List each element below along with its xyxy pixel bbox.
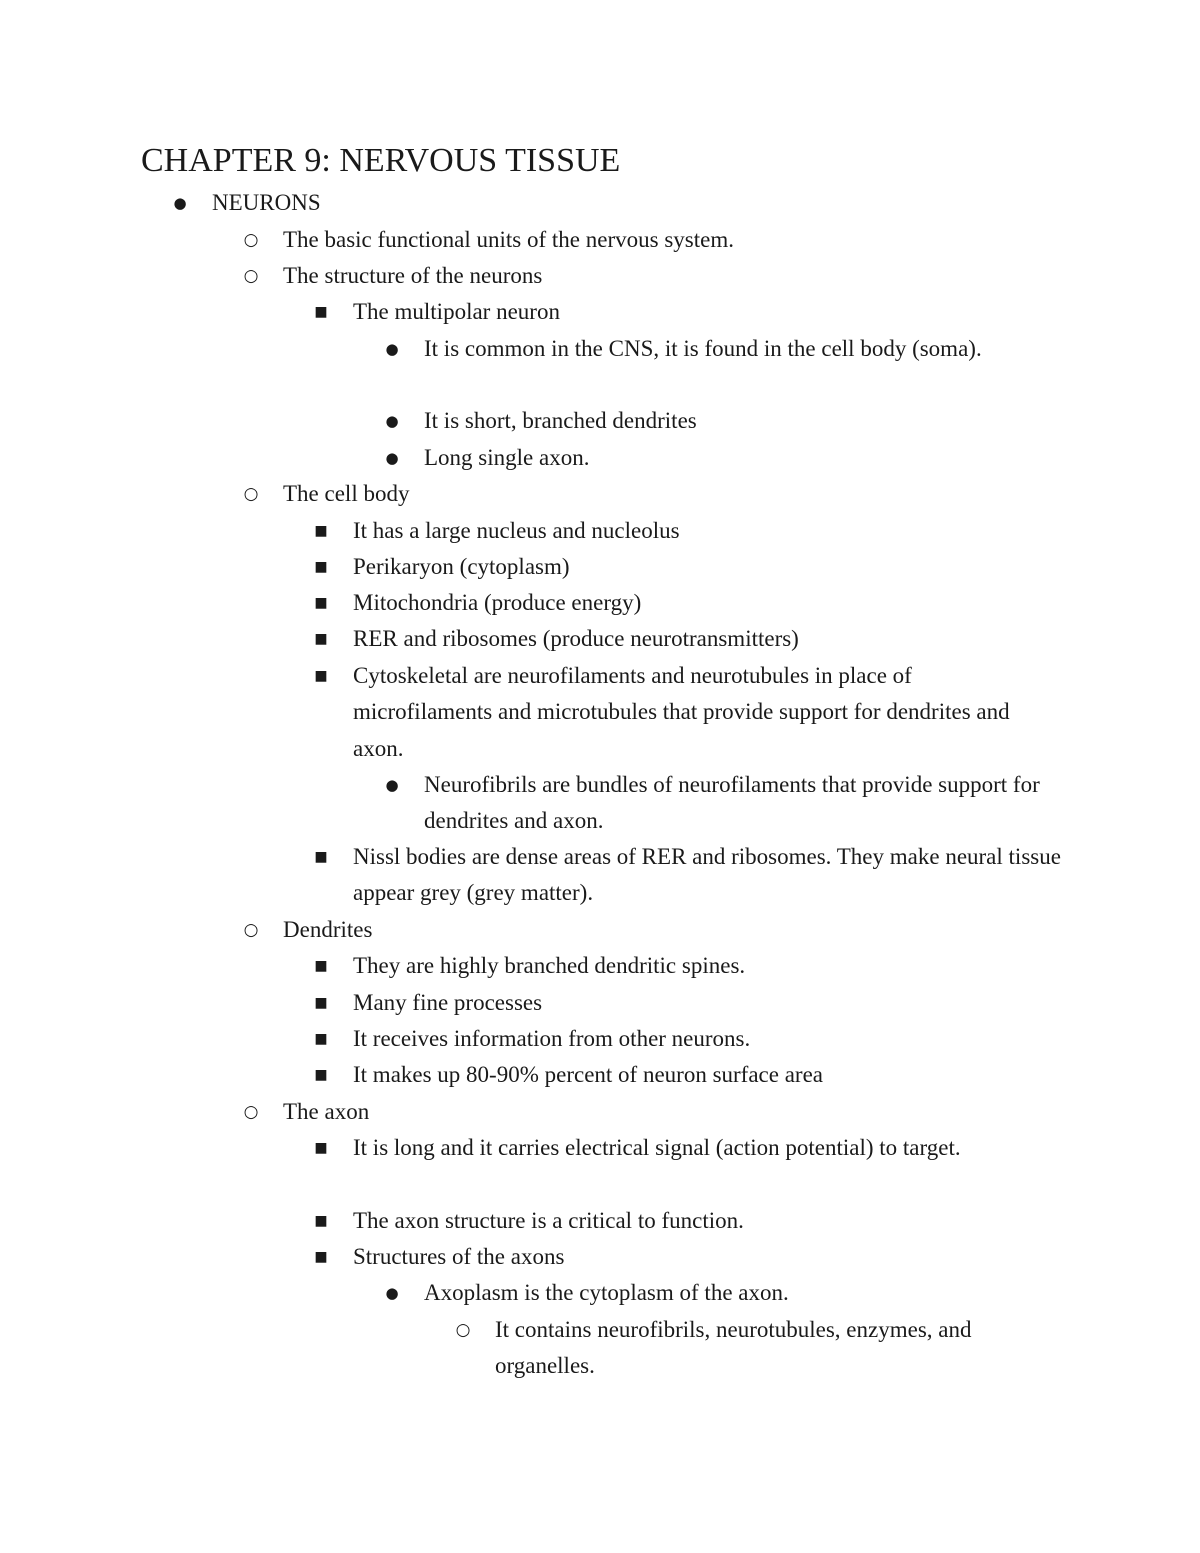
list-item	[314, 1239, 1063, 1275]
bullet-disc-icon: ●	[173, 194, 187, 212]
list-item	[243, 476, 1063, 512]
list-item-text: The axon structure is a critical to function.	[353, 1208, 744, 1233]
bullet-disc-icon: ●	[385, 449, 399, 467]
bullet-disc-icon: ●	[385, 776, 399, 794]
bullet-circle-icon: ○	[243, 484, 259, 504]
list-item	[314, 294, 1063, 330]
bullet-square-icon: ■	[314, 958, 328, 974]
list-item-text: It contains neurofibrils, neurotubules, enzymes, and organelles.	[495, 1317, 972, 1379]
list-item-text: Long single axon.	[424, 445, 590, 470]
bullet-circle-icon: ○	[243, 230, 259, 250]
bullet-square-icon: ■	[314, 523, 328, 539]
list-item-text: Cytoskeletal are neurofilaments and neurotubules in place of microfilaments and microtubules that provide support for dendrites and axon.	[353, 663, 1010, 761]
list-item-text: They are highly branched dendritic spines.	[353, 953, 746, 978]
list-item-text: The multipolar neuron	[353, 299, 560, 324]
list-item	[243, 258, 1063, 294]
list-item-text: It receives information from other neurons.	[353, 1026, 751, 1051]
list-item	[314, 549, 1063, 585]
list-item-text: Perikaryon (cytoplasm)	[353, 554, 570, 579]
list-item	[385, 440, 1054, 476]
list-item	[385, 1275, 1054, 1311]
list-item	[173, 185, 1072, 221]
list-item	[314, 839, 1065, 912]
list-item-text: Dendrites	[283, 917, 373, 942]
list-item	[314, 1130, 1013, 1166]
list-item-text: The structure of the neurons	[283, 263, 543, 288]
bullet-circle-icon: ○	[243, 1102, 259, 1122]
bullet-square-icon: ■	[314, 1031, 328, 1047]
bullet-square-icon: ■	[314, 995, 328, 1011]
list-item	[314, 513, 1063, 549]
bullet-square-icon: ■	[314, 1249, 328, 1265]
list-item-text: The axon	[283, 1099, 370, 1124]
bullet-square-icon: ■	[314, 1213, 328, 1229]
list-item-text: It makes up 80-90% percent of neuron surface area	[353, 1062, 824, 1087]
list-item	[314, 948, 1063, 984]
list-item	[385, 767, 1044, 840]
list-item	[385, 403, 1054, 439]
list-item	[314, 658, 1033, 767]
bullet-square-icon: ■	[314, 849, 328, 865]
list-item	[455, 1312, 1035, 1385]
bullet-square-icon: ■	[314, 559, 328, 575]
list-item-text: Structures of the axons	[353, 1244, 565, 1269]
list-item-text: NEURONS	[212, 190, 321, 215]
list-item	[243, 912, 1063, 948]
list-item-text: Mitochondria (produce energy)	[353, 590, 642, 615]
list-item	[243, 1094, 1063, 1130]
list-item-text: Neurofibrils are bundles of neurofilaments that provide support for dendrites and axon.	[424, 772, 1040, 834]
list-item	[243, 222, 1063, 258]
list-item	[314, 1021, 1063, 1057]
bullet-circle-icon: ○	[455, 1320, 471, 1340]
list-item	[314, 585, 1063, 621]
list-item-text: It is long and it carries electrical signal (action potential) to target.	[353, 1135, 961, 1160]
bullet-square-icon: ■	[314, 668, 328, 684]
list-item-text: It is short, branched dendrites	[424, 408, 697, 433]
list-item-text: The basic functional units of the nervous system.	[283, 227, 734, 252]
list-item-text: The cell body	[283, 481, 410, 506]
page-title: CHAPTER 9: NERVOUS TISSUE	[141, 142, 621, 179]
bullet-square-icon: ■	[314, 304, 328, 320]
bullet-square-icon: ■	[314, 631, 328, 647]
list-item-text: Many fine processes	[353, 990, 543, 1015]
list-item	[314, 1057, 1063, 1093]
list-item-text: It is common in the CNS, it is found in the cell body (soma).	[424, 336, 982, 361]
list-item	[314, 1203, 1063, 1239]
list-item-text: Nissl bodies are dense areas of RER and ribosomes. They make neural tissue appear grey (grey matter).	[353, 844, 1061, 906]
list-item	[314, 621, 1063, 657]
bullet-disc-icon: ●	[385, 340, 399, 358]
bullet-disc-icon: ●	[385, 1284, 399, 1302]
bullet-square-icon: ■	[314, 1067, 328, 1083]
bullet-square-icon: ■	[314, 595, 328, 611]
bullet-disc-icon: ●	[385, 412, 399, 430]
bullet-circle-icon: ○	[243, 920, 259, 940]
bullet-square-icon: ■	[314, 1140, 328, 1156]
bullet-circle-icon: ○	[243, 266, 259, 286]
list-item	[314, 985, 1063, 1021]
list-item-text: It has a large nucleus and nucleolus	[353, 518, 680, 543]
list-item-text: Axoplasm is the cytoplasm of the axon.	[424, 1280, 789, 1305]
list-item	[385, 331, 1024, 367]
list-item-text: RER and ribosomes (produce neurotransmitters)	[353, 626, 799, 651]
